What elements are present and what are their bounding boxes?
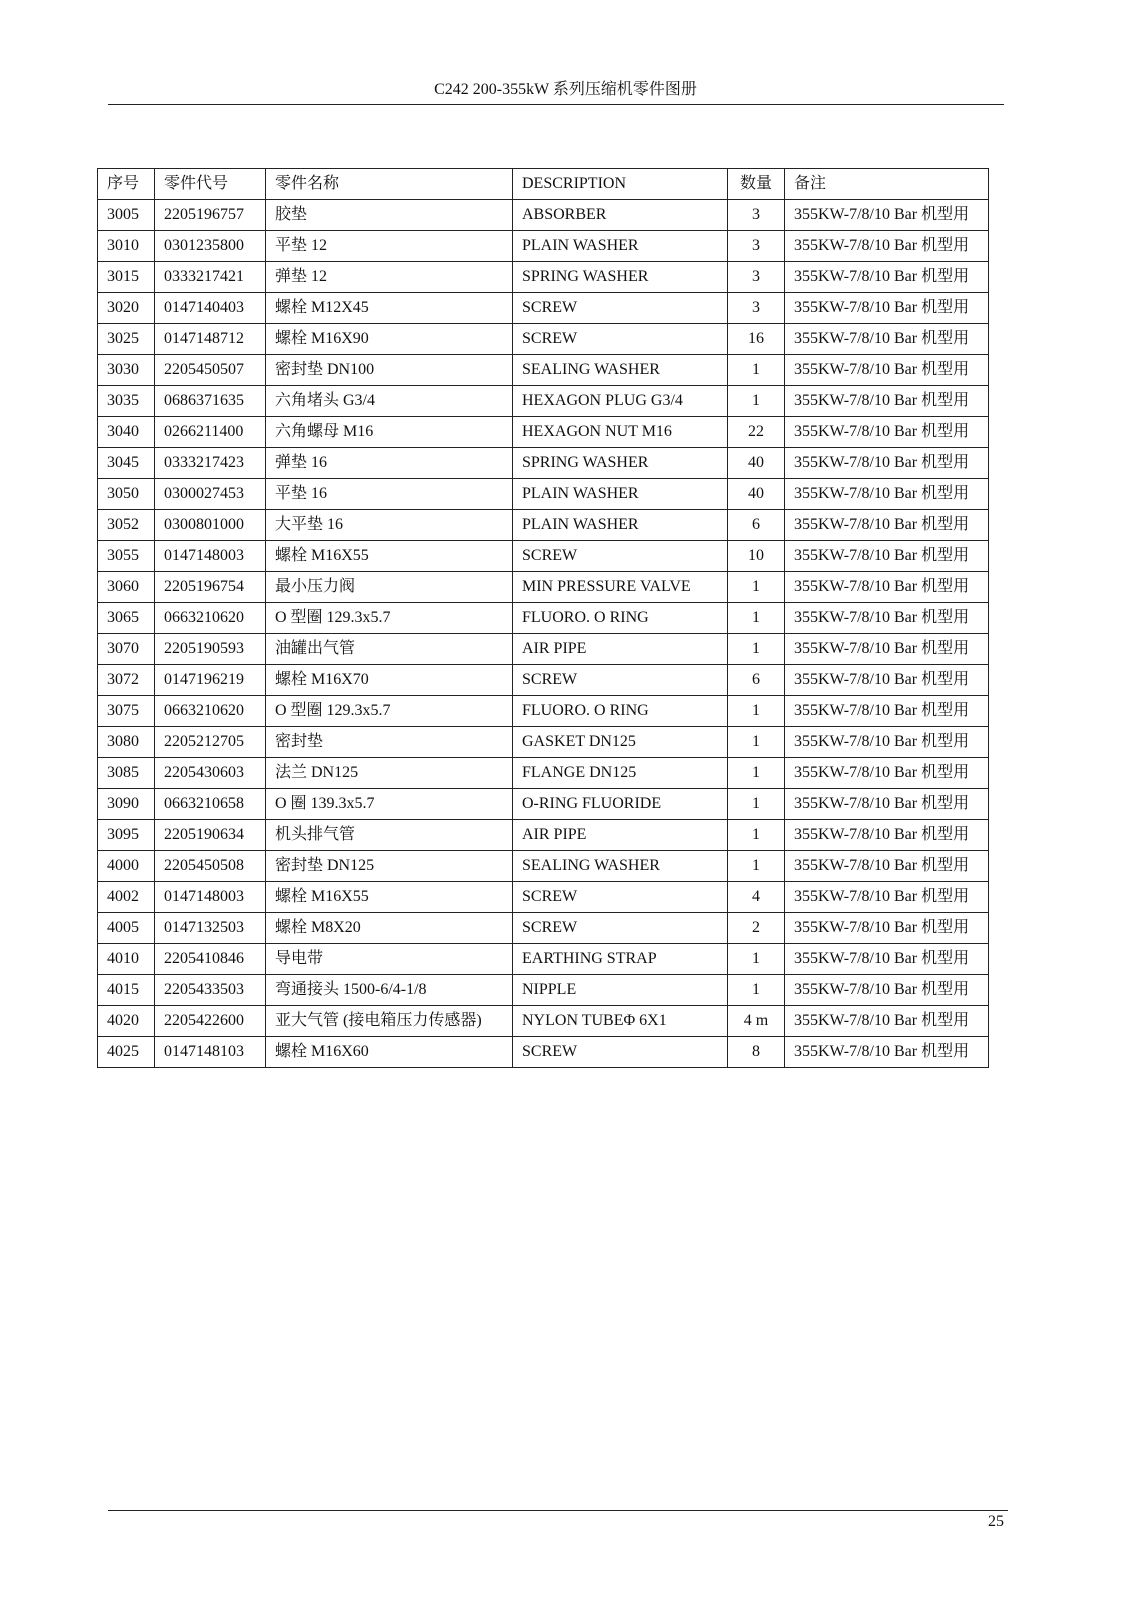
column-remarks-cell: 355KW-7/8/10 Bar 机型用 (785, 1006, 989, 1037)
column-description-cell: SCREW (513, 1037, 728, 1068)
table-row (98, 913, 989, 944)
column-quantity-header: 数量 (728, 169, 785, 200)
column-part-code-cell: 0147148712 (155, 324, 266, 355)
column-part-code-cell: 0663210620 (155, 696, 266, 727)
column-seq-cell: 3025 (98, 324, 155, 355)
table-row (98, 758, 989, 789)
column-part-code-cell: 0300801000 (155, 510, 266, 541)
table-row (98, 789, 989, 820)
column-part-name-cell: 大平垫 16 (266, 510, 513, 541)
column-description-cell: HEXAGON PLUG G3/4 (513, 386, 728, 417)
column-remarks-cell: 355KW-7/8/10 Bar 机型用 (785, 789, 989, 820)
column-part-code-cell: 0266211400 (155, 417, 266, 448)
column-seq-cell: 3070 (98, 634, 155, 665)
column-part-name-cell: 弯通接头 1500-6/4-1/8 (266, 975, 513, 1006)
page-number: 25 (988, 1513, 1004, 1530)
column-part-code-cell: 2205190634 (155, 820, 266, 851)
table-row (98, 944, 989, 975)
column-seq-cell: 3030 (98, 355, 155, 386)
table-row (98, 541, 989, 572)
column-remarks-cell: 355KW-7/8/10 Bar 机型用 (785, 231, 989, 262)
column-part-code-cell: 2205430603 (155, 758, 266, 789)
column-remarks-cell: 355KW-7/8/10 Bar 机型用 (785, 820, 989, 851)
column-description-cell: NYLON TUBEΦ 6X1 (513, 1006, 728, 1037)
table-body (98, 200, 989, 1068)
column-seq-cell: 4015 (98, 975, 155, 1006)
column-part-name-cell: 螺栓 M8X20 (266, 913, 513, 944)
footer-rule (108, 1510, 1008, 1511)
column-quantity-cell: 22 (728, 417, 785, 448)
column-description-cell: SPRING WASHER (513, 448, 728, 479)
column-part-name-cell: O 型圈 129.3x5.7 (266, 603, 513, 634)
column-seq-cell: 4000 (98, 851, 155, 882)
column-seq-cell: 3015 (98, 262, 155, 293)
column-seq-cell: 3050 (98, 479, 155, 510)
column-description-cell: PLAIN WASHER (513, 231, 728, 262)
column-quantity-cell: 1 (728, 696, 785, 727)
column-description-cell: SCREW (513, 293, 728, 324)
column-part-code-cell: 2205422600 (155, 1006, 266, 1037)
table-row (98, 262, 989, 293)
column-remarks-cell: 355KW-7/8/10 Bar 机型用 (785, 448, 989, 479)
table-row (98, 479, 989, 510)
column-part-code-cell: 0301235800 (155, 231, 266, 262)
column-part-name-cell: 密封垫 DN125 (266, 851, 513, 882)
column-quantity-cell: 1 (728, 603, 785, 634)
column-part-name-header: 零件名称 (266, 169, 513, 200)
column-part-name-cell: 螺栓 M16X60 (266, 1037, 513, 1068)
column-part-name-cell: 螺栓 M12X45 (266, 293, 513, 324)
column-part-name-cell: 六角螺母 M16 (266, 417, 513, 448)
column-seq-cell: 4002 (98, 882, 155, 913)
column-part-code-cell: 0147148003 (155, 541, 266, 572)
column-remarks-cell: 355KW-7/8/10 Bar 机型用 (785, 479, 989, 510)
column-seq-cell: 3065 (98, 603, 155, 634)
column-remarks-cell: 355KW-7/8/10 Bar 机型用 (785, 851, 989, 882)
table-row (98, 696, 989, 727)
column-seq-cell: 3020 (98, 293, 155, 324)
column-description-cell: FLUORO. O RING (513, 696, 728, 727)
table-row (98, 448, 989, 479)
column-part-code-cell: 0686371635 (155, 386, 266, 417)
column-quantity-cell: 10 (728, 541, 785, 572)
table-row (98, 572, 989, 603)
column-description-cell: SCREW (513, 913, 728, 944)
column-part-code-cell: 2205433503 (155, 975, 266, 1006)
column-seq-cell: 4020 (98, 1006, 155, 1037)
column-seq-cell: 3005 (98, 200, 155, 231)
table-row (98, 603, 989, 634)
column-remarks-cell: 355KW-7/8/10 Bar 机型用 (785, 262, 989, 293)
column-part-name-cell: O 型圈 129.3x5.7 (266, 696, 513, 727)
column-seq-cell: 3035 (98, 386, 155, 417)
column-quantity-cell: 6 (728, 510, 785, 541)
table-row (98, 293, 989, 324)
column-remarks-cell: 355KW-7/8/10 Bar 机型用 (785, 293, 989, 324)
column-quantity-cell: 4 m (728, 1006, 785, 1037)
page-header-title: C242 200-355kW 系列压缩机零件图册 (434, 81, 697, 98)
column-description-header: DESCRIPTION (513, 169, 728, 200)
column-description-cell: SCREW (513, 324, 728, 355)
table-row (98, 727, 989, 758)
column-description-cell: ABSORBER (513, 200, 728, 231)
column-remarks-cell: 355KW-7/8/10 Bar 机型用 (785, 541, 989, 572)
column-quantity-cell: 1 (728, 386, 785, 417)
table-row (98, 975, 989, 1006)
column-remarks-cell: 355KW-7/8/10 Bar 机型用 (785, 510, 989, 541)
column-part-code-cell: 2205450507 (155, 355, 266, 386)
column-part-name-cell: 螺栓 M16X70 (266, 665, 513, 696)
table-row (98, 820, 989, 851)
column-quantity-cell: 2 (728, 913, 785, 944)
column-quantity-cell: 3 (728, 293, 785, 324)
column-seq-cell: 3010 (98, 231, 155, 262)
column-quantity-cell: 1 (728, 789, 785, 820)
column-remarks-cell: 355KW-7/8/10 Bar 机型用 (785, 882, 989, 913)
column-description-cell: PLAIN WASHER (513, 479, 728, 510)
column-description-cell: MIN PRESSURE VALVE (513, 572, 728, 603)
column-quantity-cell: 40 (728, 448, 785, 479)
table-row (98, 417, 989, 448)
column-part-name-cell: 油罐出气管 (266, 634, 513, 665)
column-part-name-cell: 密封垫 DN100 (266, 355, 513, 386)
column-remarks-cell: 355KW-7/8/10 Bar 机型用 (785, 200, 989, 231)
column-seq-cell: 3052 (98, 510, 155, 541)
column-remarks-cell: 355KW-7/8/10 Bar 机型用 (785, 913, 989, 944)
column-quantity-cell: 6 (728, 665, 785, 696)
column-quantity-cell: 1 (728, 634, 785, 665)
table-row (98, 355, 989, 386)
column-quantity-cell: 4 (728, 882, 785, 913)
column-part-name-cell: 密封垫 (266, 727, 513, 758)
column-part-name-cell: 六角堵头 G3/4 (266, 386, 513, 417)
column-remarks-cell: 355KW-7/8/10 Bar 机型用 (785, 355, 989, 386)
column-description-cell: O-RING FLUORIDE (513, 789, 728, 820)
column-part-code-header: 零件代号 (155, 169, 266, 200)
table-row (98, 665, 989, 696)
column-description-cell: PLAIN WASHER (513, 510, 728, 541)
column-seq-cell: 3075 (98, 696, 155, 727)
column-quantity-cell: 1 (728, 355, 785, 386)
column-quantity-cell: 8 (728, 1037, 785, 1068)
column-part-code-cell: 0663210658 (155, 789, 266, 820)
column-remarks-header: 备注 (785, 169, 989, 200)
table-row (98, 1037, 989, 1068)
column-remarks-cell: 355KW-7/8/10 Bar 机型用 (785, 975, 989, 1006)
column-seq-cell: 3072 (98, 665, 155, 696)
column-description-cell: HEXAGON NUT M16 (513, 417, 728, 448)
column-description-cell: NIPPLE (513, 975, 728, 1006)
column-part-code-cell: 2205190593 (155, 634, 266, 665)
column-seq-cell: 3055 (98, 541, 155, 572)
column-seq-cell: 3090 (98, 789, 155, 820)
column-quantity-cell: 16 (728, 324, 785, 355)
column-part-code-cell: 2205212705 (155, 727, 266, 758)
column-quantity-cell: 1 (728, 820, 785, 851)
column-seq-cell: 3085 (98, 758, 155, 789)
column-description-cell: SEALING WASHER (513, 355, 728, 386)
column-description-cell: SCREW (513, 882, 728, 913)
column-description-cell: SCREW (513, 541, 728, 572)
column-quantity-cell: 3 (728, 200, 785, 231)
column-remarks-cell: 355KW-7/8/10 Bar 机型用 (785, 758, 989, 789)
column-remarks-cell: 355KW-7/8/10 Bar 机型用 (785, 417, 989, 448)
column-quantity-cell: 1 (728, 975, 785, 1006)
column-seq-cell: 4005 (98, 913, 155, 944)
table-row (98, 851, 989, 882)
column-remarks-cell: 355KW-7/8/10 Bar 机型用 (785, 696, 989, 727)
table-row (98, 231, 989, 262)
column-quantity-cell: 1 (728, 758, 785, 789)
column-part-code-cell: 0147148003 (155, 882, 266, 913)
table-row (98, 324, 989, 355)
column-quantity-cell: 3 (728, 231, 785, 262)
column-quantity-cell: 1 (728, 727, 785, 758)
column-part-name-cell: 弹垫 12 (266, 262, 513, 293)
column-part-name-cell: 弹垫 16 (266, 448, 513, 479)
table-row (98, 386, 989, 417)
column-part-name-cell: O 圈 139.3x5.7 (266, 789, 513, 820)
column-description-cell: SEALING WASHER (513, 851, 728, 882)
column-remarks-cell: 355KW-7/8/10 Bar 机型用 (785, 572, 989, 603)
column-part-code-cell: 0300027453 (155, 479, 266, 510)
parts-table (97, 168, 989, 1068)
column-seq-cell: 3095 (98, 820, 155, 851)
column-part-name-cell: 法兰 DN125 (266, 758, 513, 789)
column-part-name-cell: 平垫 16 (266, 479, 513, 510)
column-part-name-cell: 平垫 12 (266, 231, 513, 262)
column-description-cell: AIR PIPE (513, 820, 728, 851)
column-part-name-cell: 导电带 (266, 944, 513, 975)
column-part-name-cell: 螺栓 M16X55 (266, 882, 513, 913)
column-description-cell: GASKET DN125 (513, 727, 728, 758)
column-seq-cell: 3040 (98, 417, 155, 448)
column-seq-cell: 4010 (98, 944, 155, 975)
column-part-name-cell: 亚大气管 (接电箱压力传感器) (266, 1006, 513, 1037)
column-quantity-cell: 3 (728, 262, 785, 293)
column-remarks-cell: 355KW-7/8/10 Bar 机型用 (785, 665, 989, 696)
column-description-cell: AIR PIPE (513, 634, 728, 665)
column-seq-header: 序号 (98, 169, 155, 200)
column-description-cell: FLUORO. O RING (513, 603, 728, 634)
column-part-code-cell: 2205450508 (155, 851, 266, 882)
column-remarks-cell: 355KW-7/8/10 Bar 机型用 (785, 603, 989, 634)
column-part-name-cell: 螺栓 M16X90 (266, 324, 513, 355)
column-part-code-cell: 0147148103 (155, 1037, 266, 1068)
column-remarks-cell: 355KW-7/8/10 Bar 机型用 (785, 386, 989, 417)
column-part-code-cell: 2205410846 (155, 944, 266, 975)
column-seq-cell: 3080 (98, 727, 155, 758)
column-description-cell: FLANGE DN125 (513, 758, 728, 789)
column-part-code-cell: 0147196219 (155, 665, 266, 696)
column-quantity-cell: 1 (728, 944, 785, 975)
column-quantity-cell: 1 (728, 851, 785, 882)
column-part-code-cell: 0333217423 (155, 448, 266, 479)
table-row (98, 634, 989, 665)
table-header-row (98, 169, 989, 200)
table-row (98, 1006, 989, 1037)
column-description-cell: SPRING WASHER (513, 262, 728, 293)
column-seq-cell: 3060 (98, 572, 155, 603)
column-remarks-cell: 355KW-7/8/10 Bar 机型用 (785, 324, 989, 355)
table-row (98, 200, 989, 231)
column-remarks-cell: 355KW-7/8/10 Bar 机型用 (785, 944, 989, 975)
header-rule (108, 104, 1004, 105)
column-part-name-cell: 机头排气管 (266, 820, 513, 851)
column-part-code-cell: 0333217421 (155, 262, 266, 293)
column-seq-cell: 4025 (98, 1037, 155, 1068)
column-remarks-cell: 355KW-7/8/10 Bar 机型用 (785, 634, 989, 665)
column-remarks-cell: 355KW-7/8/10 Bar 机型用 (785, 1037, 989, 1068)
column-description-cell: SCREW (513, 665, 728, 696)
column-remarks-cell: 355KW-7/8/10 Bar 机型用 (785, 727, 989, 758)
column-quantity-cell: 1 (728, 572, 785, 603)
column-part-code-cell: 2205196754 (155, 572, 266, 603)
column-part-code-cell: 2205196757 (155, 200, 266, 231)
column-part-name-cell: 最小压力阀 (266, 572, 513, 603)
column-description-cell: EARTHING STRAP (513, 944, 728, 975)
column-quantity-cell: 40 (728, 479, 785, 510)
column-part-code-cell: 0663210620 (155, 603, 266, 634)
column-part-name-cell: 胶垫 (266, 200, 513, 231)
column-part-name-cell: 螺栓 M16X55 (266, 541, 513, 572)
table-row (98, 882, 989, 913)
table-row (98, 510, 989, 541)
column-part-code-cell: 0147132503 (155, 913, 266, 944)
column-seq-cell: 3045 (98, 448, 155, 479)
column-part-code-cell: 0147140403 (155, 293, 266, 324)
